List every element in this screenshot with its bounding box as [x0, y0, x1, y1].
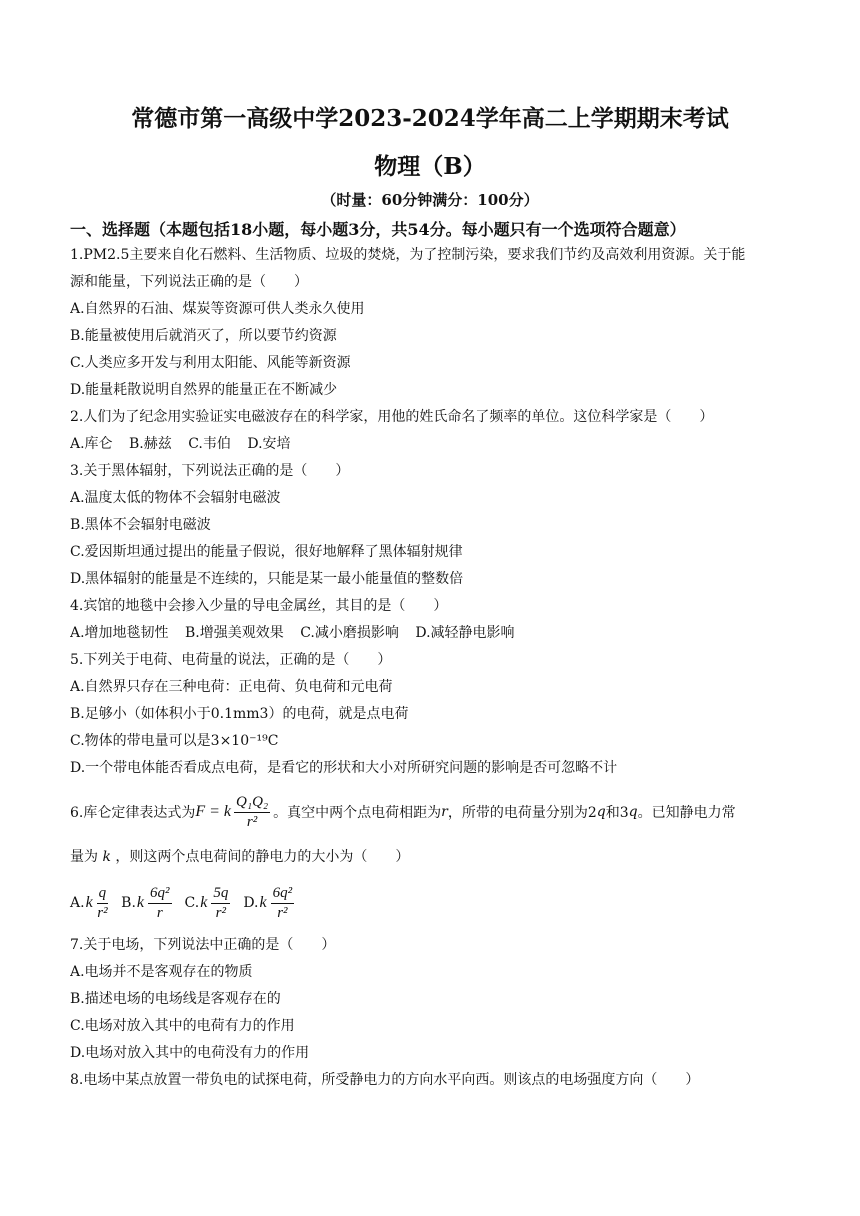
- stem-text: 量为: [70, 849, 98, 865]
- option-constant: k: [259, 894, 267, 911]
- option-d: D.一个带电体能否看成点电荷，是看它的形状和大小对所研究问题的影响是否可忽略不计: [70, 760, 618, 776]
- option-numerator: 5q: [211, 885, 230, 904]
- variable: q: [628, 804, 638, 820]
- option-b: B.能量被使用后就消灭了，所以要节约资源: [70, 328, 337, 344]
- option-c: [185, 885, 234, 921]
- formula-denominator: r²: [246, 813, 258, 830]
- question-7: [70, 932, 792, 1067]
- question-stem: [70, 788, 792, 836]
- option-a: A.自然界的石油、煤炭等资源可供人类永久使用: [70, 301, 365, 317]
- stem-text: 6.库仑定律表达式为: [70, 805, 196, 821]
- option-c: C.电场对放入其中的电荷有力的作用: [70, 1018, 295, 1034]
- option-b: [121, 885, 174, 921]
- formula-lhs: F = k: [195, 803, 232, 820]
- option-row: [70, 620, 792, 647]
- question-3: [70, 458, 792, 593]
- option-d: D.电场对放入其中的电荷没有力的作用: [70, 1045, 310, 1061]
- option-row: [70, 431, 792, 458]
- option-c: C.爱因斯坦通过提出的能量子假说，很好地解释了黑体辐射规律: [70, 544, 463, 560]
- option-label: D.: [243, 895, 259, 911]
- option-fraction: [148, 885, 172, 921]
- option-constant: k: [85, 894, 93, 911]
- question-stem: 5.下列关于电荷、电荷量的说法，正确的是（ ）: [70, 652, 392, 668]
- option-a: A.温度太低的物体不会辐射电磁波: [70, 490, 281, 506]
- question-stem: 7.关于电场，下列说法中正确的是（ ）: [70, 937, 336, 953]
- option-label: A.: [70, 895, 85, 911]
- option-constant: k: [200, 894, 208, 911]
- question-5: [70, 647, 792, 782]
- option-numerator: 6q²: [148, 885, 172, 904]
- option-fraction: [97, 885, 109, 921]
- option-denominator: r: [156, 904, 163, 921]
- option-d: D.黑体辐射的能量是不连续的，只能是某一最小能量值的整数倍: [70, 571, 464, 587]
- question-8: [70, 1067, 792, 1094]
- option-b: B.足够小（如体积小于0.1mm3）的电荷，就是点电荷: [70, 706, 409, 722]
- option-c: C.物体的带电量可以是3×10⁻¹⁹C: [70, 733, 279, 749]
- coulomb-formula-fraction: [234, 794, 270, 830]
- variable: q: [596, 804, 606, 820]
- option-row: [70, 878, 792, 928]
- option-d: D.减轻静电影响: [415, 625, 515, 641]
- question-stem: 4.宾馆的地毯中会掺入少量的导电金属丝，其目的是（ ）: [70, 598, 448, 614]
- exam-title: 常德市第一高级中学2023-2024学年高二上学期期末考试: [131, 105, 729, 132]
- option-a: A.增加地毯韧性: [70, 625, 169, 641]
- questions: [70, 242, 792, 1094]
- question-stem: 1.PM2.5主要来自化石燃料、生活物质、垃圾的焚烧，为了控制污染，要求我们节约及高效利用资源。关于能: [70, 247, 746, 263]
- option-b: B.增强美观效果: [185, 625, 284, 641]
- option-denominator: r²: [277, 904, 288, 921]
- option-c: C.减小磨损影响: [300, 625, 399, 641]
- option-d: D.能量耗散说明自然界的能量正在不断减少: [70, 382, 338, 398]
- stem-text: 。真空中两个点电荷相距为: [273, 805, 442, 821]
- option-label: B.: [121, 895, 136, 911]
- option-constant: k: [136, 894, 145, 911]
- stem-text: 和3: [605, 805, 629, 821]
- question-stem: 2.人们为了纪念用实验证实电磁波存在的科学家，用他的姓氏命名了频率的单位。这位科学家是（ ）: [70, 409, 714, 425]
- variable: r: [441, 804, 448, 820]
- question-stem: [70, 836, 792, 878]
- question-stem: 8.电场中某点放置一带负电的试探电荷，所受静电力的方向水平向西。则该点的电场强度方向（ ）: [70, 1072, 700, 1088]
- question-stem: 源和能量，下列说法正确的是（ ）: [70, 274, 308, 290]
- option-denominator: r²: [97, 904, 108, 921]
- question-stem: 3.关于黑体辐射，下列说法正确的是（ ）: [70, 463, 350, 479]
- formula-numerator: Q₁Q₂: [234, 794, 270, 813]
- option-numerator: 6q²: [271, 885, 295, 904]
- question-2: [70, 404, 792, 458]
- section-heading: 一、选择题（本题包括18小题，每小题3分，共54分。每小题只有一个选项符合题意）: [70, 220, 686, 239]
- exam-time-info: （时量：60分钟满分：100分）: [321, 191, 539, 209]
- question-4: [70, 593, 792, 647]
- option-c: C.人类应多开发与利用太阳能、风能等新资源: [70, 355, 351, 371]
- question-1: [70, 242, 792, 404]
- option-a: A.自然界只存在三种电荷：正电荷、负电荷和元电荷: [70, 679, 393, 695]
- option-b: B.描述电场的电场线是客观存在的: [70, 991, 281, 1007]
- option-numerator: q: [97, 885, 109, 904]
- option-d: D.安培: [247, 436, 291, 452]
- option-b: B.黑体不会辐射电磁波: [70, 517, 211, 533]
- exam-subject: 物理（B）: [374, 153, 486, 180]
- question-6: [70, 788, 792, 928]
- option-b: B.赫兹: [129, 436, 172, 452]
- option-label: C.: [184, 895, 200, 911]
- option-a: A.库仑: [70, 436, 113, 452]
- option-a: A.电场并不是客观存在的物质: [70, 964, 253, 980]
- stem-text: ，则这两个点电荷间的静电力的大小为（ ）: [115, 849, 410, 865]
- stem-text: ，所带的电荷量分别为2: [447, 805, 597, 821]
- option-d: [243, 885, 297, 921]
- variable: k: [102, 849, 111, 865]
- stem-text: 。已知静电力常: [637, 805, 736, 821]
- option-c: C.韦伯: [188, 436, 231, 452]
- option-denominator: r²: [215, 904, 226, 921]
- option-fraction: [271, 885, 295, 921]
- option-a: [70, 885, 111, 921]
- option-fraction: [211, 885, 230, 921]
